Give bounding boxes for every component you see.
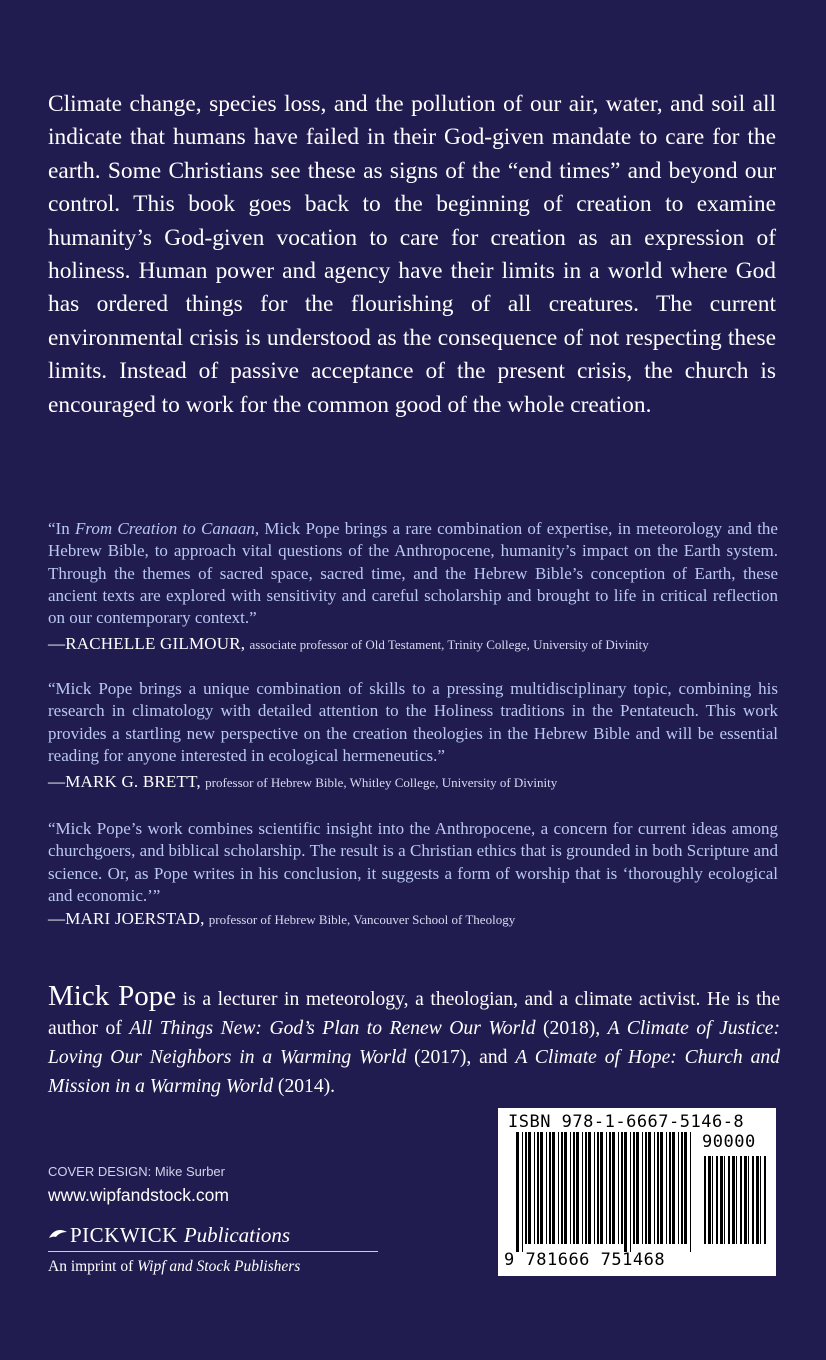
barcode-bar: [570, 1132, 571, 1244]
book-title: All Things New: God’s Plan to Renew Our World: [129, 1018, 536, 1039]
barcode-bar: [760, 1156, 761, 1244]
endorser-role: professor of Hebrew Bible, Vancouver School of Theology: [208, 912, 516, 928]
author-bio: Mick Pope is a lecturer in meteorology, a theologian, and a climate activist. He is the author of All Things New: God’s Plan to Renew Our World (2018), A Climate of Justice: Loving Our Neighbors in a Warming World (2017), and A Climate of Hope: Church and Mission in a Warming World (2014).: [48, 980, 781, 1097]
endorser-name: —MARK G. BRETT,: [48, 772, 201, 792]
barcode-bar: [684, 1132, 687, 1244]
barcode-bar: [558, 1132, 559, 1244]
barcode-bar: [645, 1132, 647, 1244]
barcode-bar: [681, 1132, 683, 1244]
publisher-logo: [48, 1222, 382, 1278]
barcode-bar: [594, 1132, 595, 1244]
endorsement-2: [48, 678, 778, 795]
barcode-bar: [537, 1132, 539, 1244]
barcode-bar: [728, 1156, 730, 1244]
barcode-bar: [690, 1132, 691, 1252]
barcode-bar: [633, 1132, 635, 1244]
credits: [48, 1163, 229, 1207]
barcode-bar: [630, 1132, 631, 1252]
barcode-bar: [582, 1132, 583, 1244]
barcode-bar: [588, 1132, 591, 1244]
endorser-name: —RACHELLE GILMOUR,: [48, 634, 246, 654]
ean-barcode-bars: [516, 1132, 694, 1252]
barcode-bar: [516, 1132, 519, 1252]
barcode-bar: [648, 1132, 651, 1244]
endorsement-attribution: [48, 770, 778, 795]
barcode-bar: [712, 1156, 713, 1244]
book-title: A Climate of Justice: Loving Our Neighbors in a Warming World: [48, 1018, 780, 1068]
endorser-role: associate professor of Old Testament, Trinity College, University of Divinity: [249, 637, 649, 653]
endorser-role: professor of Hebrew Bible, Whitley College, University of Divinity: [205, 775, 558, 791]
imprint-line: An imprint of Wipf and Stock Publishers: [48, 1258, 301, 1275]
barcode-bar: [660, 1132, 663, 1244]
endorsement-quote: “In From Creation to Canaan, Mick Pope brings a rare combination of expertise, in meteorology and the Hebrew Bible, to approach vital questions of the Anthropocene, humanity’s impact on the Earth system. Through the themes of sacred space, sacred time, and the Hebrew Bible’s conception of Earth, these ancient texts are explored with sensitivity and careful scholarship and brought to life in critical reflection on our contemporary context.”: [48, 519, 778, 628]
pickwick-bird-icon: [48, 1228, 68, 1242]
barcode-bar: [756, 1156, 759, 1244]
barcode-bar: [597, 1132, 599, 1244]
barcode-bar: [672, 1132, 675, 1244]
barcode-bar: [642, 1132, 643, 1244]
ean-digits: 9 781666 751468: [504, 1250, 666, 1270]
barcode-bar: [618, 1132, 619, 1244]
endorsement-attribution: [48, 907, 778, 932]
endorsement-quote: “Mick Pope brings a unique combination of skills to a pressing multidisciplinary topic, combining his research in climatology with detailed attention to the Holiness traditions in the Pentateuch. This work provides a startling new perspective on the creation theologies in the Hebrew Bible and will be essential reading for anyone interested in ecological hermeneutics.”: [48, 679, 778, 765]
barcode-bar: [748, 1156, 749, 1244]
book-title: From Creation to Canaan: [74, 519, 255, 538]
barcode-bar: [736, 1156, 737, 1244]
book-blurb: Climate change, species loss, and the pollution of our air, water, and soil all indicate that humans have failed in their God-given mandate to care for the earth. Some Christians see these as signs of the “end times” and beyond our control. This book goes back to the beginning of creation to examine humanity’s God-given vocation to care for creation as an expression of holiness. Human power and agency have their limits in a world where God has ordered things for the flourishing of all creatures. The current environmental crisis is understood as the consequence of not respecting these limits. Instead of passive acceptance of the present crisis, the church is encouraged to work for the common good of the whole creation.: [48, 91, 776, 418]
barcode-bar: [666, 1132, 667, 1244]
barcode-bar: [654, 1132, 655, 1244]
barcode-bar: [752, 1156, 754, 1244]
publisher-publications: Publications: [183, 1223, 291, 1247]
endorsement-1: [48, 518, 778, 657]
barcode-bar: [708, 1156, 711, 1244]
barcode-bar: [549, 1132, 551, 1244]
publisher-name: PICKWICK: [70, 1223, 178, 1247]
barcode-bar: [540, 1132, 543, 1244]
isbn-text: ISBN 978-1-6667-5146-8: [508, 1112, 745, 1132]
barcode-bar: [609, 1132, 611, 1244]
barcode-bar: [720, 1156, 723, 1244]
author-name: Mick Pope: [48, 980, 177, 1012]
barcode-bar: [573, 1132, 575, 1244]
barcode-bar: [546, 1132, 547, 1244]
endorsement-3: [48, 818, 778, 932]
endorsement-attribution: [48, 632, 778, 657]
endorser-name: —MARI JOERSTAD,: [48, 909, 205, 929]
barcode-bar: [669, 1132, 671, 1244]
barcode-bar: [552, 1132, 555, 1244]
addon-barcode-bars: [704, 1156, 768, 1252]
book-title: A Climate of Hope: Church and Mission in a Warming World: [48, 1047, 780, 1097]
barcode-bar: [744, 1156, 747, 1244]
barcode-bar: [561, 1132, 563, 1244]
price-code: 90000: [702, 1132, 756, 1152]
cover-design-credit: COVER DESIGN: Mike Surber: [48, 1164, 225, 1179]
barcode-bar: [606, 1132, 607, 1244]
divider: [48, 1251, 378, 1252]
barcode-bar: [522, 1132, 523, 1252]
barcode-bar: [636, 1132, 639, 1244]
barcode-bar: [564, 1132, 567, 1244]
barcode-bar: [621, 1132, 623, 1244]
barcode-bar: [534, 1132, 535, 1244]
barcode-bar: [624, 1132, 627, 1252]
barcode-bar: [528, 1132, 531, 1244]
barcode-bar: [716, 1156, 718, 1244]
barcode-bar: [732, 1156, 735, 1244]
isbn-barcode: [498, 1108, 776, 1276]
endorsement-quote: “Mick Pope’s work combines scientific insight into the Anthropocene, a concern for current ideas among churchgoers, and biblical scholarship. The result is a Christian ethics that is grounded in both Scripture and science. Or, as Pope writes in his conclusion, it suggests a form of worship that is ‘thoroughly ecological and economic.’”: [48, 819, 778, 905]
barcode-bar: [764, 1156, 766, 1244]
barcode-bar: [612, 1132, 615, 1244]
barcode-bar: [740, 1156, 742, 1244]
barcode-bar: [600, 1132, 603, 1244]
barcode-bar: [704, 1156, 706, 1244]
barcode-bar: [724, 1156, 725, 1244]
publisher-website[interactable]: www.wipfandstock.com: [48, 1185, 229, 1205]
barcode-bar: [576, 1132, 579, 1244]
barcode-bar: [525, 1132, 527, 1244]
barcode-bar: [585, 1132, 587, 1244]
barcode-bar: [657, 1132, 659, 1244]
barcode-bar: [678, 1132, 679, 1244]
